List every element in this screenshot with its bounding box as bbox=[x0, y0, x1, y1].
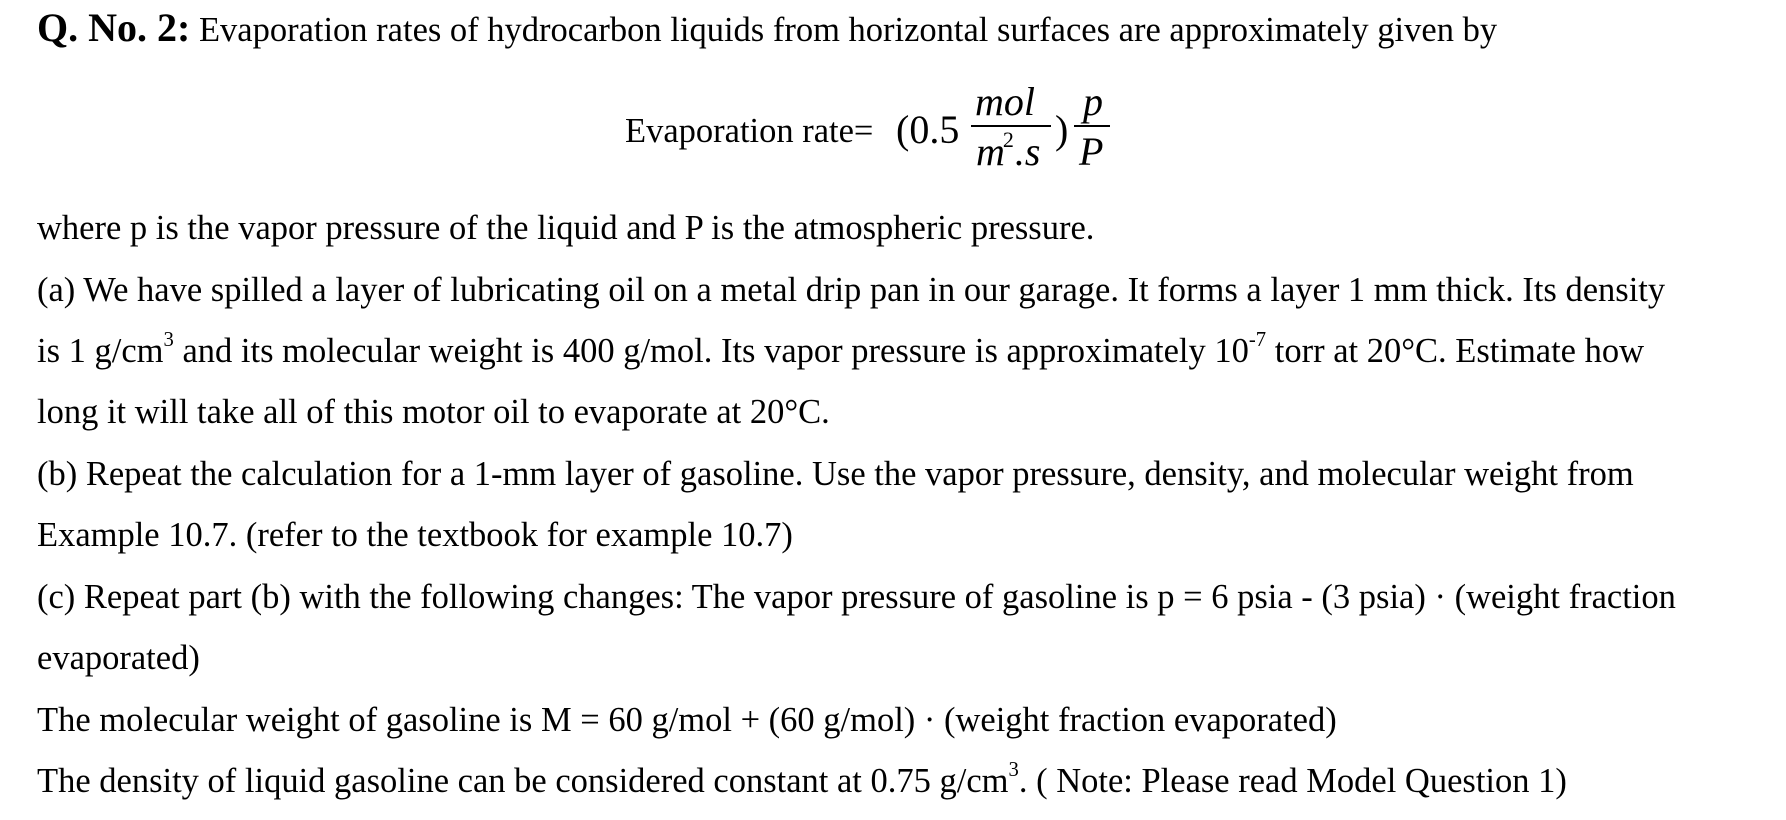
units-denominator: $m^2.s$ bbox=[976, 127, 1041, 174]
question-intro: Evaporation rates of hydrocarbon liquids from horizontal surfaces are approximately given by bbox=[190, 11, 1498, 49]
where-definition: where p is the vapor pressure of the liquid and P is the atmospheric pressure. bbox=[37, 209, 1095, 247]
units-numerator: mol bbox=[975, 79, 1035, 124]
part-c-line-1: (c) Repeat part (b) with the following changes: The vapor pressure of gasoline is p = 6 psia - (3 psia) · (weight fraction bbox=[37, 578, 1676, 616]
part-c-line-4: The density of liquid gasoline can be considered constant at 0.75 $g/cm^3$. ( Note: Please read Model Question 1) bbox=[37, 759, 1567, 800]
question-heading bbox=[37, 5, 1498, 50]
part-a-line-2: is 1 $g/cm^3$ and its molecular weight is 400 g/mol. Its vapor pressure is approximately $10^{-7}$ torr at 20°C. Estimate how bbox=[37, 329, 1645, 370]
part-b-line-1: (b) Repeat the calculation for a 1-mm layer of gasoline. Use the vapor pressure, density, and molecular weight from bbox=[37, 455, 1634, 493]
part-a-line-1: (a) We have spilled a layer of lubricating oil on a metal drip pan in our garage. It forms a layer 1 mm thick. Its density bbox=[37, 271, 1666, 309]
equation-close-paren: ) bbox=[1055, 107, 1069, 152]
equation-label: Evaporation rate= bbox=[625, 112, 874, 150]
pressure-ratio-bar bbox=[1074, 125, 1110, 127]
pressure-ratio-denominator: P bbox=[1079, 129, 1104, 174]
question-number: Q. No. 2: bbox=[37, 5, 191, 50]
pressure-ratio-numerator: p bbox=[1083, 79, 1103, 124]
part-a-line-3: long it will take all of this motor oil to evaporate at 20°C. bbox=[37, 393, 830, 431]
part-c-line-3: The molecular weight of gasoline is M = 60 g/mol + (60 g/mol) · (weight fraction evaporated) bbox=[37, 701, 1337, 739]
part-c-line-2: evaporated) bbox=[37, 639, 200, 677]
equation-open-coefficient: (0.5 bbox=[896, 107, 960, 152]
part-b-line-2: Example 10.7. (refer to the textbook for example 10.7) bbox=[37, 516, 793, 554]
